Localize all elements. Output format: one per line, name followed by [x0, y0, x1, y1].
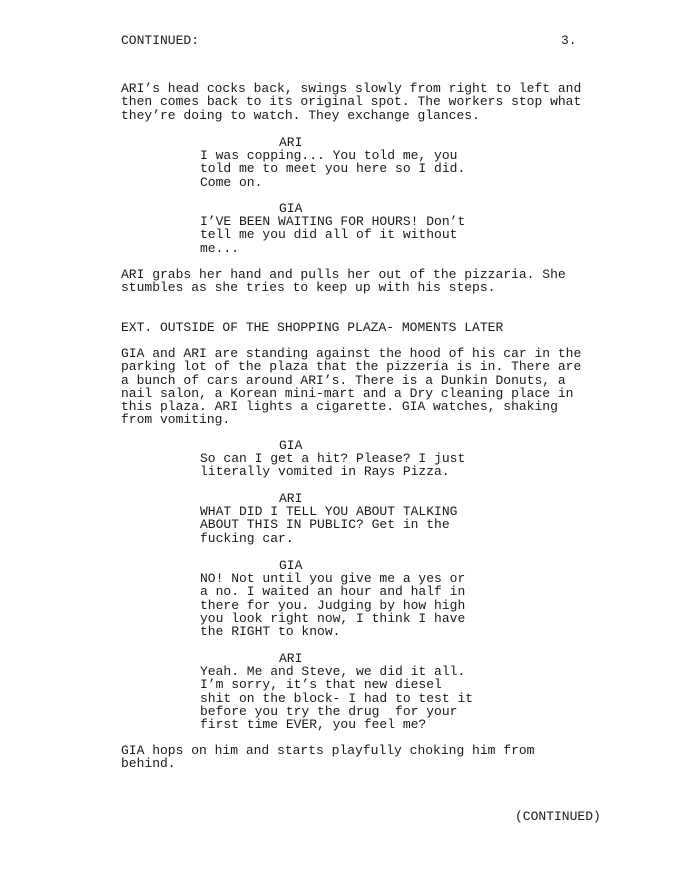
action-paragraph: ARI’s head cocks back, swings slowly from right to left and then comes back to its original spot. The workers stop what they’re doing to watch. They exchange glances.: [121, 81, 582, 123]
dialogue: So can I get a hit? Please? I just literally vomited in Rays Pizza.: [200, 451, 466, 480]
dialogue: NO! Not until you give me a yes or a no. I waited an hour and half in there for you. Judging by how high you look right now, I think I have the RIGHT to know.: [200, 571, 466, 640]
character-cue: GIA: [279, 201, 303, 216]
character-cue: ARI: [279, 491, 303, 506]
character-cue: GIA: [279, 558, 303, 573]
dialogue: I’VE BEEN WAITING FOR HOURS! Don’t tell me you did all of it without me...: [200, 214, 466, 256]
action-paragraph: ARI grabs her hand and pulls her out of the pizzaria. She stumbles as she tries to keep up with his steps.: [121, 267, 566, 296]
action-paragraph: GIA hops on him and starts playfully choking him from behind.: [121, 743, 535, 772]
dialogue: Yeah. Me and Steve, we did it all. I’m sorry, it’s that new diesel shit on the block- I had to test it before you try the drug for your first time EVER, you feel me?: [200, 664, 474, 733]
dialogue: I was copping... You told me, you told me to meet you here so I did. Come on.: [200, 148, 466, 190]
character-cue: ARI: [279, 651, 303, 666]
character-cue: GIA: [279, 438, 303, 453]
continued-footer: (CONTINUED): [515, 809, 601, 824]
dialogue: WHAT DID I TELL YOU ABOUT TALKING ABOUT THIS IN PUBLIC? Get in the fucking car.: [200, 504, 458, 546]
page-number: 3.: [561, 33, 577, 48]
scene-heading: EXT. OUTSIDE OF THE SHOPPING PLAZA- MOMENTS LATER: [121, 320, 504, 335]
continued-header: CONTINUED:: [121, 33, 200, 48]
character-cue: ARI: [279, 135, 303, 150]
action-paragraph: GIA and ARI are standing against the hood of his car in the parking lot of the plaza that the pizzeria is in. There are a bunch of cars around ARI’s. There is a Dunkin Donuts, a nail salon, a Korean mini-mart and a Dry cleaning place in this plaza. ARI lights a cigarette. GIA watches, shaking from vomiting.: [121, 346, 582, 428]
